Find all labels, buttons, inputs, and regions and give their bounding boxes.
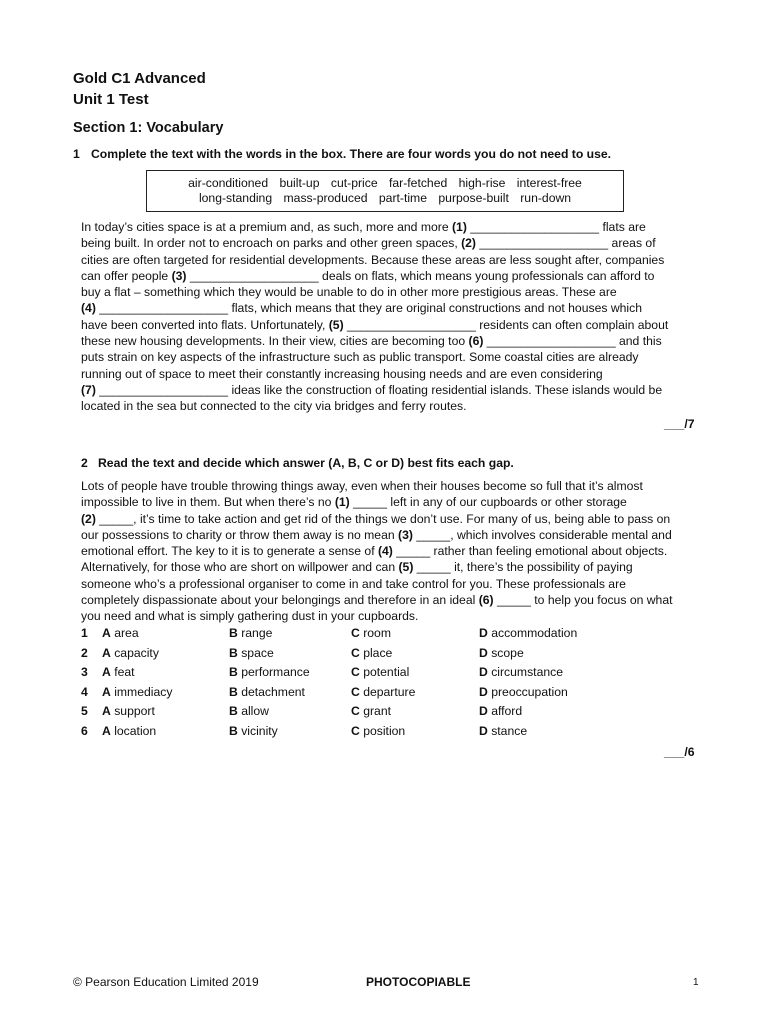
text-segment: ___________________ residents can often complain about (343, 317, 669, 332)
option-a (102, 683, 172, 703)
option-letter: A (102, 684, 111, 699)
word: high-rise (458, 176, 506, 190)
word: far-fetched (389, 176, 448, 190)
option-d (479, 644, 524, 664)
page-title: Gold C1 Advanced (73, 70, 206, 87)
option-word: place (359, 645, 393, 660)
gap-number: (7) (81, 382, 96, 397)
option-word: performance (237, 665, 310, 680)
word: part-time (378, 191, 427, 205)
text-segment: _____, which involves considerable mental and (412, 527, 672, 542)
text-line (81, 511, 701, 527)
gap-number: (5) (328, 317, 344, 332)
text-segment: ___________________ flats, which means that they are original constructions and not houses which (95, 301, 642, 316)
question-2-number: 2 (81, 456, 88, 470)
text-segment: ___________________ areas of (476, 236, 656, 251)
text-line (81, 366, 701, 382)
option-letter: C (351, 626, 360, 640)
question-2-score: ___/6 (664, 745, 695, 759)
option-word: position (359, 723, 406, 738)
gap-number: (3) (171, 268, 187, 283)
word: cut-price (330, 176, 378, 190)
section-heading: Section 1: Vocabulary (73, 120, 224, 136)
text-line (81, 252, 701, 268)
option-number: 4 (81, 684, 88, 699)
option-b (229, 663, 310, 683)
option-word: afford (487, 704, 523, 719)
option-a (102, 702, 155, 722)
option-word: scope (487, 645, 524, 660)
text-segment: _____ left in any of our cupboards or other storage (349, 495, 627, 510)
option-number: 3 (81, 665, 88, 680)
question-2-text (81, 478, 701, 625)
text-segment: ___________________ flats are (466, 220, 646, 234)
option-number: 2 (81, 645, 88, 660)
option-letter: D (479, 704, 488, 719)
text-line (81, 219, 701, 235)
text-line (81, 592, 701, 608)
option-c (351, 683, 415, 703)
option-d (479, 624, 577, 644)
option-number: 1 (81, 626, 88, 640)
option-word: immediacy (110, 684, 173, 699)
footer-photocopiable: PHOTOCOPIABLE (366, 975, 471, 989)
option-b (229, 702, 269, 722)
word: air-conditioned (188, 176, 269, 190)
option-row (81, 624, 701, 644)
gap-number: (6) (468, 334, 484, 349)
option-letter: A (102, 723, 111, 738)
word-box (146, 170, 624, 212)
option-word: preoccupation (487, 684, 568, 699)
option-letter: D (479, 645, 488, 660)
word: purpose-built (438, 191, 509, 205)
option-d (479, 683, 568, 703)
text-line (81, 382, 701, 398)
option-letter: B (229, 704, 238, 719)
gap-number: (1) (334, 495, 350, 510)
option-a (102, 663, 135, 683)
text-line (81, 494, 701, 510)
option-a (102, 644, 159, 664)
footer-copyright: © Pearson Education Limited 2019 (73, 975, 259, 989)
word: run-down (520, 191, 572, 205)
text-segment: buy a flat – something which they would be unable to do in other more prestigious areas. These are (81, 285, 617, 300)
option-b (229, 722, 278, 742)
text-segment: completely dispassionate about your belongings and therefore in an ideal (81, 593, 479, 608)
option-b (229, 683, 305, 703)
text-line (81, 559, 701, 575)
gap-number: (4) (81, 301, 96, 316)
option-word: accommodation (487, 626, 578, 640)
text-line (81, 608, 701, 624)
option-word: detachment (237, 684, 305, 699)
option-letter: A (102, 704, 111, 719)
option-word: range (237, 626, 273, 640)
option-c (351, 702, 391, 722)
gap-number: (2) (461, 236, 476, 251)
option-b (229, 624, 272, 644)
word: built-up (279, 176, 320, 190)
option-letter: D (479, 626, 488, 640)
option-c (351, 644, 392, 664)
option-row (81, 683, 701, 703)
text-line (81, 300, 701, 316)
option-letter: C (351, 684, 360, 699)
text-segment: _____ rather than feeling emotional about objects. (392, 544, 668, 559)
text-segment: can offer people (81, 268, 172, 283)
text-segment: being built. In order not to encroach on parks and other green spaces, (81, 236, 462, 251)
text-segment: located in the sea but connected to the city via bridges and ferry routes. (81, 399, 467, 414)
question-2-options (81, 624, 701, 742)
option-word: room (359, 626, 391, 640)
text-line (81, 543, 701, 559)
option-d (479, 702, 522, 722)
text-segment: ___________________ deals on flats, which means young professionals can afford to (186, 268, 655, 283)
option-row (81, 644, 701, 664)
text-segment: impossible to live in them. But when there’s no (81, 495, 335, 510)
text-segment: our possessions to charity or throw them away is no mean (81, 527, 399, 542)
page-number: 1 (693, 977, 699, 988)
option-letter: C (351, 704, 360, 719)
text-segment: _____ it, there’s the possibility of paying (413, 560, 633, 575)
option-letter: B (229, 665, 238, 680)
text-segment: have been converted into flats. Unfortunately, (81, 317, 329, 332)
text-segment: Alternatively, for those who are short on willpower and can (81, 560, 399, 575)
word-box-row-1 (147, 176, 623, 191)
text-segment: you need and what is simply gathering dust in your cupboards. (81, 609, 419, 624)
option-letter: A (102, 645, 111, 660)
question-2-instruction: Read the text and decide which answer (A, B, C or D) best fits each gap. (98, 456, 514, 470)
option-word: potential (359, 665, 410, 680)
option-row (81, 663, 701, 683)
text-segment: ___________________ ideas like the construction of floating residential islands. These islands would be (95, 382, 663, 397)
text-line (81, 268, 701, 284)
option-letter: A (102, 665, 111, 680)
text-line (81, 333, 701, 349)
option-letter: C (351, 723, 360, 738)
gap-number: (3) (398, 527, 413, 542)
text-line (81, 349, 701, 365)
text-segment: In today’s cities space is at a premium and, as such, more and more (81, 220, 452, 234)
option-letter: D (479, 665, 488, 680)
option-c (351, 663, 409, 683)
option-a (102, 722, 156, 742)
question-1-text (81, 219, 701, 415)
option-a (102, 624, 139, 644)
option-word: space (237, 645, 274, 660)
text-line (81, 398, 701, 414)
option-d (479, 663, 563, 683)
option-letter: C (351, 665, 360, 680)
option-letter: D (479, 723, 488, 738)
option-letter: A (102, 626, 111, 640)
text-segment: puts strain on key aspects of the infrastructure such as public transport. Some coastal cities are already (81, 350, 639, 365)
text-segment: Lots of people have trouble throwing things away, even when their houses become so full that it’s almost (81, 479, 643, 493)
option-word: vicinity (237, 723, 278, 738)
text-segment: these new housing developments. In their view, cities are becoming too (81, 334, 469, 349)
word-box-row-2 (147, 191, 623, 206)
gap-number: (4) (377, 544, 393, 559)
option-word: area (110, 626, 139, 640)
gap-number: (5) (398, 560, 414, 575)
option-word: grant (359, 704, 391, 719)
text-segment: emotional effort. The key to it is to generate a sense of (81, 544, 378, 559)
text-segment: ___________________ and this (483, 334, 662, 349)
question-1-score: ___/7 (664, 417, 695, 431)
option-number: 5 (81, 704, 88, 719)
question-1-number: 1 (73, 147, 80, 161)
word: long-standing (198, 191, 273, 205)
option-letter: C (351, 645, 360, 660)
option-letter: B (229, 645, 238, 660)
option-word: support (110, 704, 155, 719)
option-number: 6 (81, 723, 88, 738)
option-letter: B (229, 626, 238, 640)
option-d (479, 722, 527, 742)
option-c (351, 624, 391, 644)
option-b (229, 644, 274, 664)
text-segment: cities are often targeted for residential developments. Because these areas are less sought after, companies (81, 252, 665, 267)
gap-number: (2) (81, 511, 96, 526)
text-line (81, 478, 701, 494)
option-word: feat (110, 665, 135, 680)
option-word: location (110, 723, 157, 738)
question-1-instruction: Complete the text with the words in the box. There are four words you do not need to use. (91, 147, 612, 161)
option-word: departure (359, 684, 416, 699)
text-line (81, 576, 701, 592)
unit-title: Unit 1 Test (73, 91, 149, 108)
word: interest-free (516, 176, 582, 190)
option-word: allow (237, 704, 269, 719)
text-segment: _____ to help you focus on what (493, 593, 673, 608)
option-word: stance (487, 723, 528, 738)
text-line (81, 235, 701, 251)
option-letter: B (229, 723, 238, 738)
text-line (81, 527, 701, 543)
option-word: capacity (110, 645, 159, 660)
gap-number: (6) (478, 593, 494, 608)
text-line (81, 317, 701, 333)
option-row (81, 702, 701, 722)
word: mass-produced (283, 191, 368, 205)
text-line (81, 284, 701, 300)
text-segment: someone who’s a professional organiser to come in and take control for you. These professionals are (81, 576, 626, 591)
option-letter: B (229, 684, 238, 699)
text-segment: _____, it’s time to take action and get rid of the things we don’t use. For many of us, being able to pass on (95, 511, 671, 526)
text-segment: running out of space to meet their constantly increasing housing needs and are even considering (81, 366, 603, 381)
option-letter: D (479, 684, 488, 699)
gap-number: (1) (452, 220, 467, 234)
option-word: circumstance (487, 665, 563, 680)
option-c (351, 722, 405, 742)
option-row (81, 722, 701, 742)
